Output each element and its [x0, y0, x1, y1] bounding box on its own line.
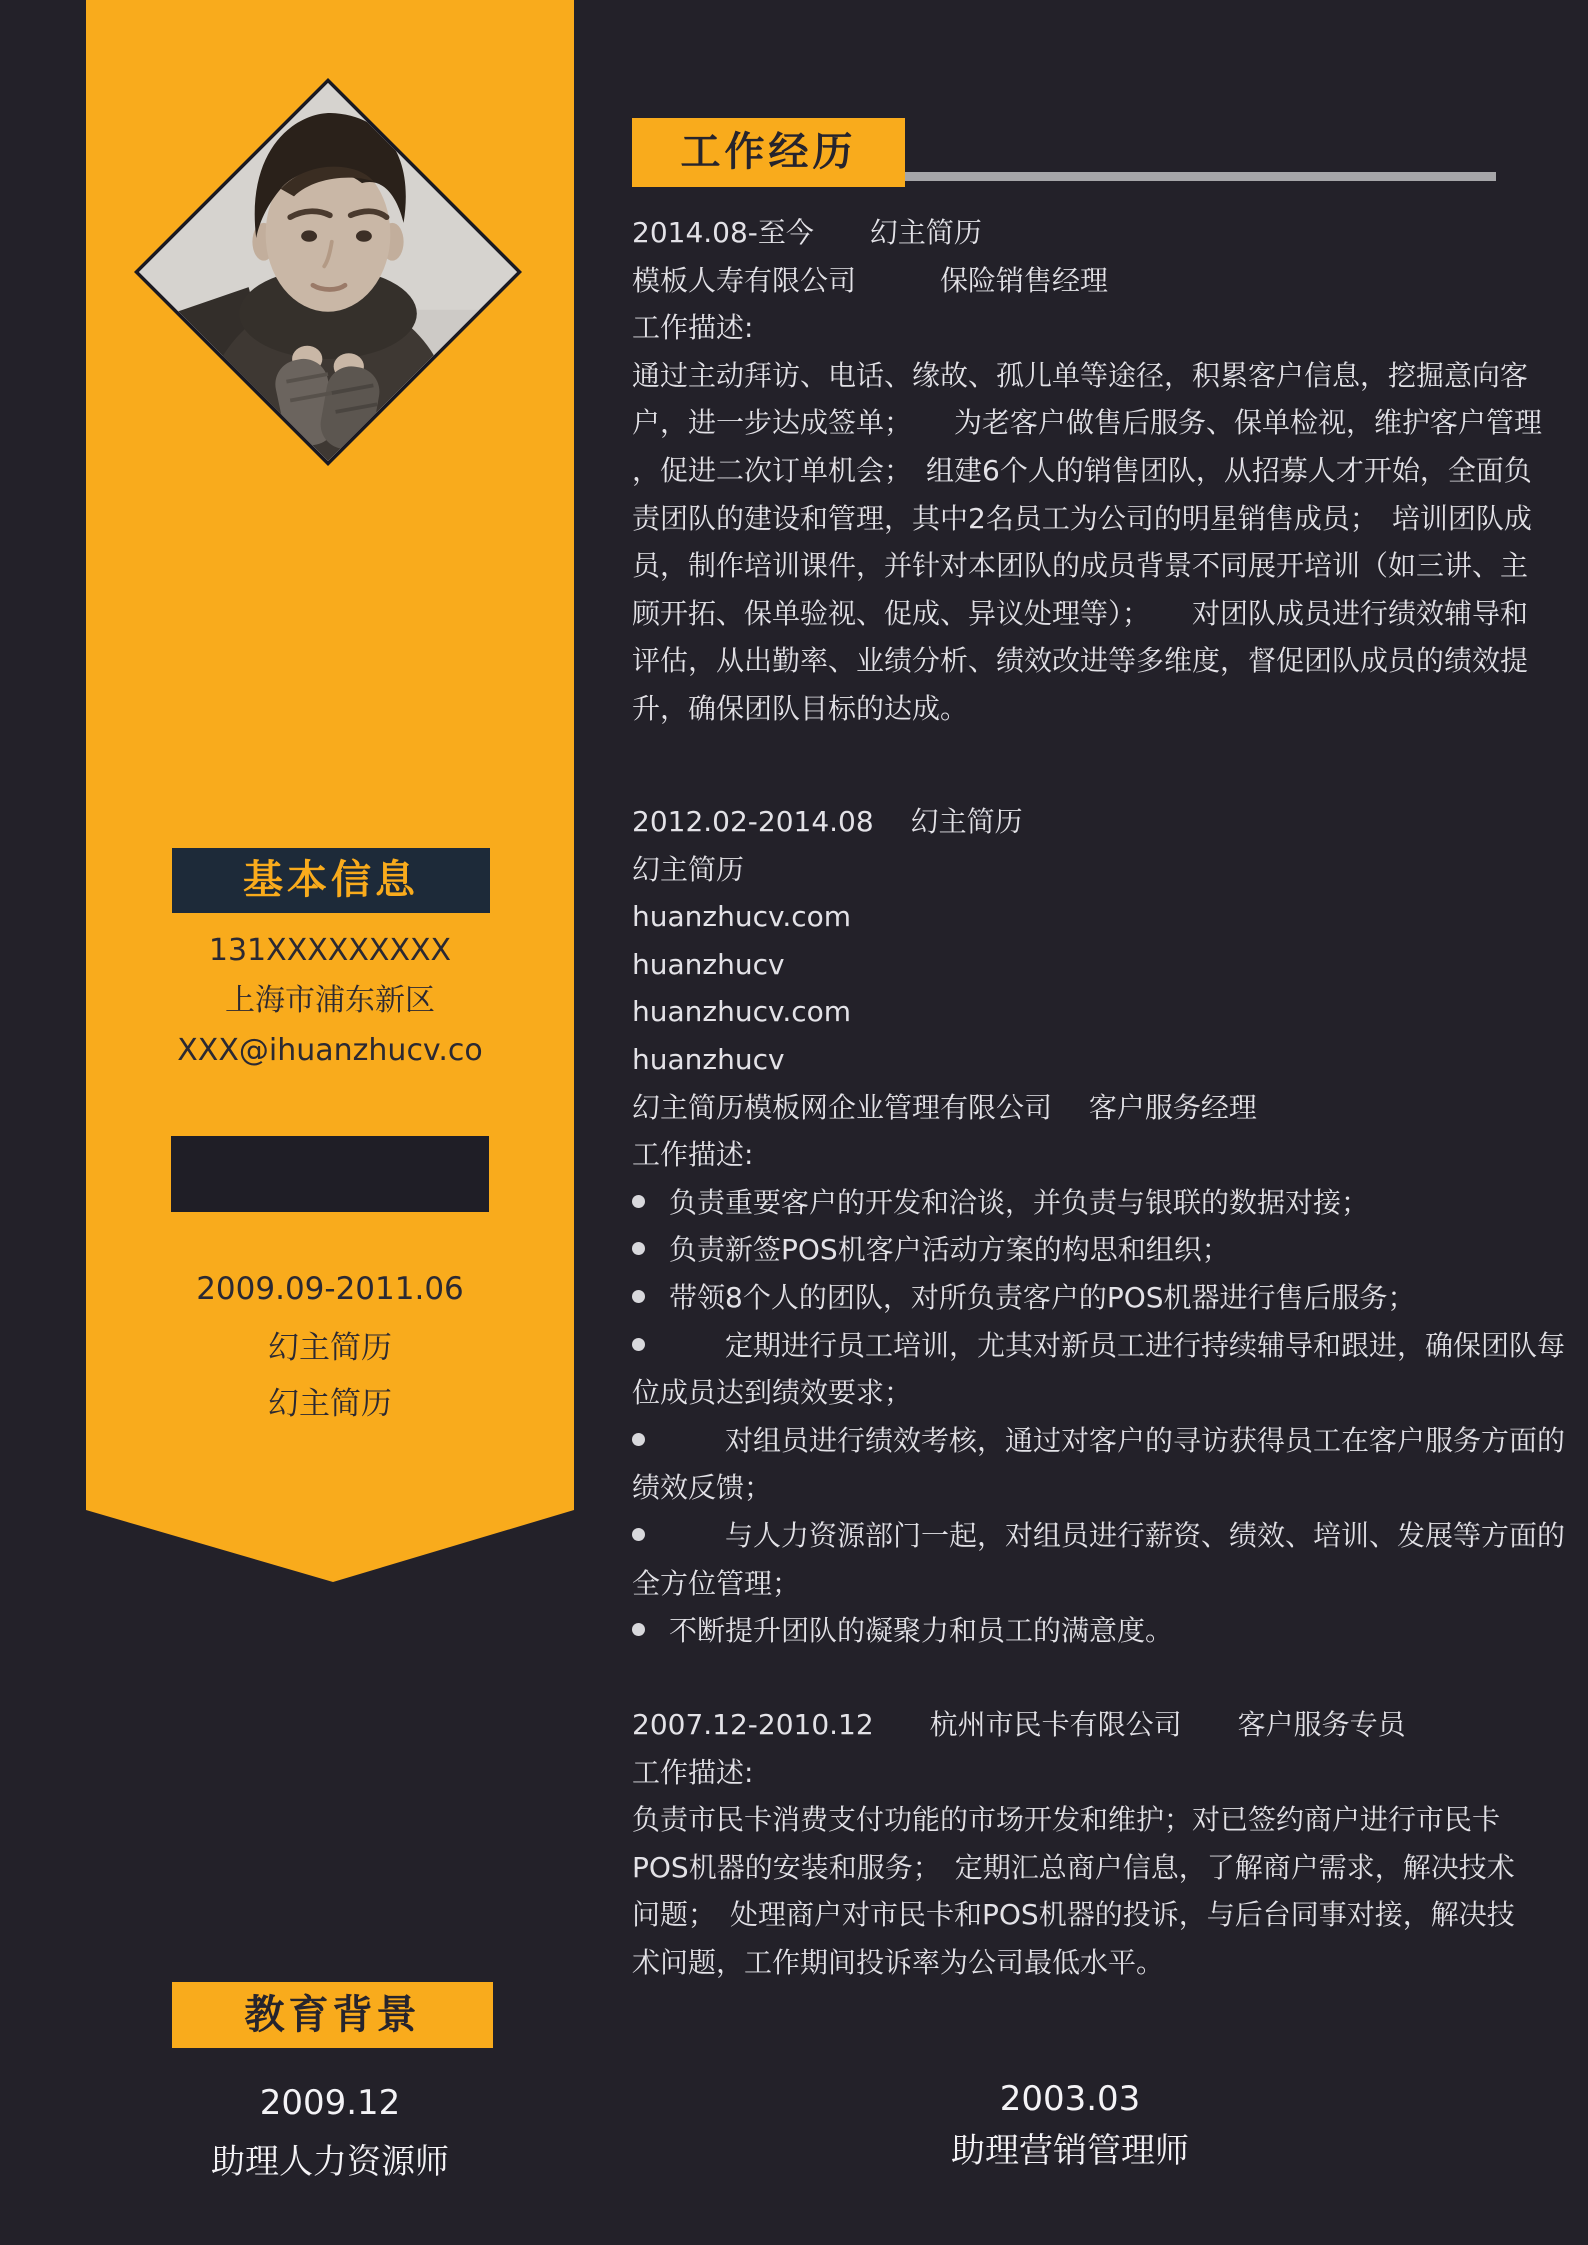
work-line-text: 评估，从出勤率、业绩分析、绩效改进等多维度，督促团队成员的绩效提	[632, 644, 1529, 678]
work-line	[632, 893, 1532, 941]
work-line-text: 工作描述:	[632, 1755, 754, 1789]
work-line	[632, 1417, 1566, 1465]
work-line-text: 与人力资源部门一起，对组员进行薪资、绩效、培训、发展等方面的	[725, 1518, 1566, 1552]
work-line-text: 幻主简历模板网企业管理有限公司 客户服务经理	[632, 1090, 1257, 1124]
work-line	[632, 846, 1532, 894]
work-line	[632, 1560, 1532, 1608]
work-line-text: 带领8个人的团队，对所负责客户的POS机器进行售后服务；	[669, 1280, 1416, 1314]
work-line	[632, 988, 1532, 1036]
work-line	[632, 1939, 1532, 1987]
work-line-text: 责团队的建设和管理，其中2名员工为公司的明星销售成员； 培训团队成	[632, 501, 1532, 535]
work-line-text: huanzhucv.com	[632, 995, 852, 1029]
work-line	[632, 941, 1532, 989]
work-line	[632, 1796, 1532, 1844]
work-line-text: 升，确保团队目标的达成。	[632, 691, 969, 725]
work-line-text: 不断提升团队的凝聚力和员工的满意度。	[669, 1614, 1174, 1648]
work-line	[632, 1084, 1532, 1132]
work-line-text: 定期进行员工培训，尤其对新员工进行持续辅导和跟进，确保团队每	[725, 1328, 1566, 1362]
work-line-text: 2007.12-2010.12 杭州市民卡有限公司 客户服务专员	[632, 1708, 1406, 1741]
email: XXX@ihuanzhucv.co	[177, 1033, 483, 1068]
work-line	[632, 352, 1532, 400]
work-line	[632, 495, 1532, 543]
work-line-text: 幻主简历	[632, 852, 745, 886]
work-experience-header	[632, 118, 905, 187]
work-line	[632, 304, 1532, 352]
work-line-text: 2014.08-至今 幻主简历	[632, 216, 982, 249]
work-line	[632, 257, 1532, 305]
work-line-text: 工作描述:	[632, 1138, 754, 1172]
work-line-text: 绩效反馈；	[632, 1471, 773, 1505]
work-experience-title: 工作经历	[680, 129, 857, 175]
work-line-text: 全方位管理；	[632, 1566, 801, 1600]
certificate-date: 2003.03	[999, 2079, 1141, 2119]
work-line	[632, 590, 1532, 638]
work-line	[632, 1131, 1532, 1179]
education-name: 助理人力资源师	[211, 2142, 449, 2182]
address: 上海市浦东新区	[225, 983, 435, 1018]
work-line	[632, 1226, 1532, 1274]
work-line	[632, 1322, 1566, 1370]
work-line	[632, 1464, 1532, 1512]
work-line	[632, 685, 1532, 733]
basic-info-header	[172, 848, 490, 913]
work-line	[632, 1274, 1532, 1322]
work-line	[632, 1179, 1532, 1227]
work-line	[632, 1844, 1532, 1892]
work-line-text: 户，进一步达成签单； 为老客户做售后服务、保单检视，维护客户管理	[632, 406, 1543, 440]
work-line-text: 负责重要客户的开发和洽谈，并负责与银联的数据对接；	[669, 1185, 1370, 1219]
work-line	[632, 447, 1532, 495]
work-line-text: 通过主动拜访、电话、缘故、孤儿单等途径，积累客户信息，挖掘意向客	[632, 358, 1529, 392]
certificate-name: 助理营销管理师	[951, 2131, 1189, 2171]
work-line	[632, 1891, 1532, 1939]
sidebar-history-range: 2009.09-2011.06	[196, 1271, 464, 1307]
work-line	[632, 1512, 1566, 1560]
work-line-text: huanzhucv	[632, 947, 785, 981]
education-header	[172, 1982, 493, 2048]
work-line-text: huanzhucv.com	[632, 900, 852, 934]
work-line-text: 2012.02-2014.08 幻主简历	[632, 805, 1023, 838]
education-title: 教育背景	[244, 1992, 421, 2038]
work-line-text: 负责新签POS机客户活动方案的构思和组织；	[669, 1233, 1230, 1267]
work-line	[632, 399, 1543, 447]
work-line	[632, 1036, 1532, 1084]
bullet-icon	[632, 1338, 645, 1351]
work-line	[632, 209, 1532, 257]
work-line-text: 工作描述:	[632, 311, 754, 345]
work-line	[632, 1749, 1532, 1797]
bullet-icon	[632, 1623, 645, 1636]
work-line-text: 顾开拓、保单验视、促成、异议处理等）； 对团队成员进行绩效辅导和	[632, 596, 1529, 630]
work-line-text: 术问题，工作期间投诉率为公司最低水平。	[632, 1945, 1165, 1979]
bullet-icon	[632, 1290, 645, 1303]
bullet-icon	[632, 1195, 645, 1208]
work-line	[632, 1369, 1532, 1417]
work-line-text: huanzhucv	[632, 1042, 785, 1076]
work-line-text: 模板人寿有限公司 保险销售经理	[632, 263, 1109, 297]
work-line	[632, 1607, 1532, 1655]
work-line-text: 对组员进行绩效考核，通过对客户的寻访获得员工在客户服务方面的	[725, 1423, 1566, 1457]
work-line	[632, 542, 1532, 590]
work-line-text: 员，制作培训课件，并针对本团队的成员背景不同展开培训（如三讲、主	[632, 549, 1529, 583]
work-line-text: ，促进二次订单机会； 组建6个人的销售团队，从招募人才开始，全面负	[632, 453, 1532, 487]
work-entry-2	[632, 798, 1566, 1655]
work-line-text: POS机器的安装和服务； 定期汇总商户信息，了解商户需求，解决技术	[632, 1850, 1515, 1884]
basic-info-title: 基本信息	[243, 857, 419, 903]
work-entry-3	[632, 1701, 1532, 1987]
work-line-text: 问题； 处理商户对市民卡和POS机器的投诉，与后台同事对接，解决技	[632, 1898, 1515, 1932]
decor-box	[171, 1136, 489, 1212]
work-line	[632, 798, 1532, 846]
phone-number: 131XXXXXXXXX	[208, 933, 452, 968]
work-line-text: 位成员达到绩效要求；	[632, 1376, 913, 1410]
bullet-icon	[632, 1528, 645, 1541]
bullet-icon	[632, 1242, 645, 1255]
sidebar-history-line1: 幻主简历	[268, 1330, 392, 1366]
work-line-text: 负责市民卡消费支付功能的市场开发和维护；对已签约商户进行市民卡	[632, 1803, 1501, 1837]
work-entry-1	[632, 209, 1543, 733]
work-line	[632, 637, 1532, 685]
work-line	[632, 1701, 1532, 1749]
sidebar-history-line2: 幻主简历	[268, 1386, 392, 1422]
bullet-icon	[632, 1433, 645, 1446]
education-date: 2009.12	[259, 2083, 401, 2123]
header-rule	[905, 172, 1496, 181]
